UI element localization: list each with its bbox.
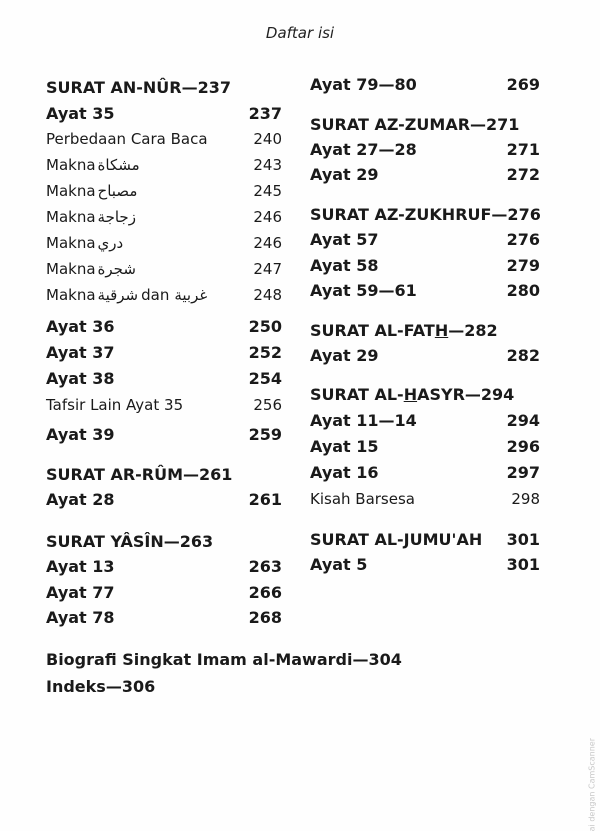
- page-number: 261: [248, 490, 282, 509]
- page-number: 247: [253, 260, 282, 278]
- toc-entry-ayat-35[interactable]: [46, 104, 282, 123]
- toc-entry-ayat-13[interactable]: [46, 557, 282, 576]
- title-part-underlined: H: [403, 385, 418, 404]
- toc-surah-al-jumuah[interactable]: [310, 530, 540, 549]
- page-number: 248: [253, 286, 282, 304]
- toc-surah-al-hasyr[interactable]: [310, 385, 540, 404]
- entry-label: Tafsir Lain Ayat 35: [46, 396, 184, 414]
- entry-label: Makna: [46, 260, 96, 278]
- entry-label: Ayat 58: [310, 256, 379, 275]
- toc-entry-biografi[interactable]: Biografi Singkat Imam al-Mawardi—304: [46, 650, 402, 669]
- toc-entry-ayat-38[interactable]: [46, 369, 282, 388]
- toc-entry-indeks[interactable]: Indeks—306: [46, 677, 156, 696]
- page-number: 245: [253, 182, 282, 200]
- page-number: 237: [248, 104, 282, 123]
- toc-entry-ayat-28[interactable]: [46, 490, 282, 509]
- entry-label: Ayat 5: [310, 555, 368, 574]
- surah-title: [310, 321, 498, 340]
- toc-entry-tafsir-lain[interactable]: [46, 396, 282, 414]
- page-number: 271: [506, 140, 540, 159]
- toc-surah-al-fath[interactable]: [310, 321, 540, 340]
- arabic-term: شرقية: [97, 286, 139, 304]
- entry-label: Kisah Barsesa: [310, 490, 415, 508]
- arabic-term: غربية: [174, 286, 208, 304]
- entry-label: Ayat 11—14: [310, 411, 417, 430]
- toc-surah-yasin[interactable]: [46, 532, 282, 551]
- page-number: 272: [506, 165, 540, 184]
- toc-entry-perbedaan[interactable]: [46, 130, 282, 148]
- page-number: 282: [506, 346, 540, 365]
- surah-title: SURAT AZ-ZUMAR—271: [310, 115, 520, 134]
- toc-entry-ayat-27-28[interactable]: [310, 140, 540, 159]
- toc-entry-ayat-15[interactable]: [310, 437, 540, 456]
- surah-title: SURAT AR-RÛM—261: [46, 465, 233, 484]
- page-number: 250: [248, 317, 282, 336]
- toc-surah-az-zukhruf[interactable]: [310, 205, 540, 224]
- surah-title: SURAT YÂSÎN—263: [46, 532, 214, 551]
- surah-title: SURAT AN-NÛR—237: [46, 78, 231, 97]
- arabic-term: شجرة: [97, 260, 136, 278]
- entry-label: Makna: [46, 182, 96, 200]
- toc-entry-ayat-57[interactable]: [310, 230, 540, 249]
- entry-label: Ayat 27—28: [310, 140, 417, 159]
- page-number: 266: [248, 583, 282, 602]
- title-part: —282: [448, 321, 498, 340]
- toc-entry-ayat-36[interactable]: [46, 317, 282, 336]
- entry-label: Ayat 57: [310, 230, 379, 249]
- page-number: 246: [253, 234, 282, 252]
- arabic-term: زجاجة: [97, 208, 136, 226]
- conjunction: dan: [141, 286, 170, 304]
- entry-label: Ayat 15: [310, 437, 379, 456]
- page-number: 301: [506, 530, 540, 549]
- page-number: 294: [506, 411, 540, 430]
- title-part: SURAT AL-: [310, 385, 404, 404]
- toc-entry-ayat-39[interactable]: [46, 425, 282, 444]
- entry-label: Ayat 16: [310, 463, 379, 482]
- entry-label: Makna: [46, 286, 96, 304]
- toc-entry-kisah-barsesa[interactable]: [310, 490, 540, 508]
- page-number: 301: [506, 555, 540, 574]
- toc-entry-ayat-11-14[interactable]: [310, 411, 540, 430]
- entry-label: Ayat 28: [46, 490, 115, 509]
- toc-entry-makna-misykat[interactable]: [46, 156, 282, 174]
- toc-entry-ayat-58[interactable]: [310, 256, 540, 275]
- arabic-term: مصباح: [97, 182, 138, 200]
- entry-label: Perbedaan Cara Baca: [46, 130, 208, 148]
- page-number: 243: [253, 156, 282, 174]
- toc-entry-ayat-29[interactable]: [310, 165, 540, 184]
- arabic-term: مشكاة: [97, 156, 140, 174]
- surah-title: [310, 385, 514, 404]
- toc-entry-ayat-79-80[interactable]: [310, 75, 540, 94]
- toc-entry-ayat-29-al-fath[interactable]: [310, 346, 540, 365]
- arabic-term: دري: [97, 234, 124, 252]
- entry-label: Ayat 39: [46, 425, 115, 444]
- scanner-watermark: ai dengan CamScanner: [587, 738, 596, 831]
- entry-label: Ayat 37: [46, 343, 115, 362]
- toc-entry-ayat-37[interactable]: [46, 343, 282, 362]
- page-number: 268: [248, 608, 282, 627]
- page-number: 269: [506, 75, 540, 94]
- page-title: Daftar isi: [265, 24, 335, 42]
- toc-surah-az-zumar[interactable]: [310, 115, 540, 134]
- entry-label: Ayat 29: [310, 346, 379, 365]
- entry-label: Ayat 13: [46, 557, 115, 576]
- page-number: 252: [248, 343, 282, 362]
- entry-label: Makna: [46, 156, 96, 174]
- title-part-underlined: H: [434, 321, 449, 340]
- entry-label: Ayat 29: [310, 165, 379, 184]
- entry-label: Ayat 79—80: [310, 75, 417, 94]
- page-number: 276: [506, 230, 540, 249]
- page-number: 240: [253, 130, 282, 148]
- page-number: 246: [253, 208, 282, 226]
- entry-label: Makna: [46, 208, 96, 226]
- entry-label: Ayat 77: [46, 583, 115, 602]
- entry-label: Makna: [46, 234, 96, 252]
- entry-label: Ayat 59—61: [310, 281, 417, 300]
- toc-surah-an-nur[interactable]: [46, 78, 282, 97]
- page-number: 279: [506, 256, 540, 275]
- page-number: 263: [248, 557, 282, 576]
- toc-entry-makna-durri[interactable]: [46, 234, 282, 252]
- entry-label: Ayat 38: [46, 369, 115, 388]
- title-part: SURAT AL-FAT: [310, 321, 435, 340]
- page-number: 298: [511, 490, 540, 508]
- toc-entry-ayat-59-61[interactable]: [310, 281, 540, 300]
- toc-entry-ayat-5[interactable]: [310, 555, 540, 574]
- page-number: 296: [506, 437, 540, 456]
- surah-title: SURAT AZ-ZUKHRUF—276: [310, 205, 541, 224]
- page-number: 259: [248, 425, 282, 444]
- page-number: 297: [506, 463, 540, 482]
- surah-title: SURAT AL-JUMU'AH: [310, 530, 483, 549]
- title-part: ASYR—294: [417, 385, 515, 404]
- toc-surah-ar-rum[interactable]: [46, 465, 282, 484]
- toc-entry-ayat-78[interactable]: [46, 608, 282, 627]
- entry-label: Ayat 78: [46, 608, 115, 627]
- toc-entry-ayat-16[interactable]: [310, 463, 540, 482]
- page-number: 280: [506, 281, 540, 300]
- entry-label: Ayat 35: [46, 104, 115, 123]
- toc-entry-makna-syajarah[interactable]: [46, 260, 282, 278]
- toc-entry-makna-zujajah[interactable]: [46, 208, 282, 226]
- entry-label: Ayat 36: [46, 317, 115, 336]
- toc-entry-makna-mishbah[interactable]: [46, 182, 282, 200]
- page-number: 254: [248, 369, 282, 388]
- page-number: 256: [253, 396, 282, 414]
- toc-entry-ayat-77[interactable]: [46, 583, 282, 602]
- toc-entry-makna-syarqiyyah[interactable]: [46, 286, 282, 304]
